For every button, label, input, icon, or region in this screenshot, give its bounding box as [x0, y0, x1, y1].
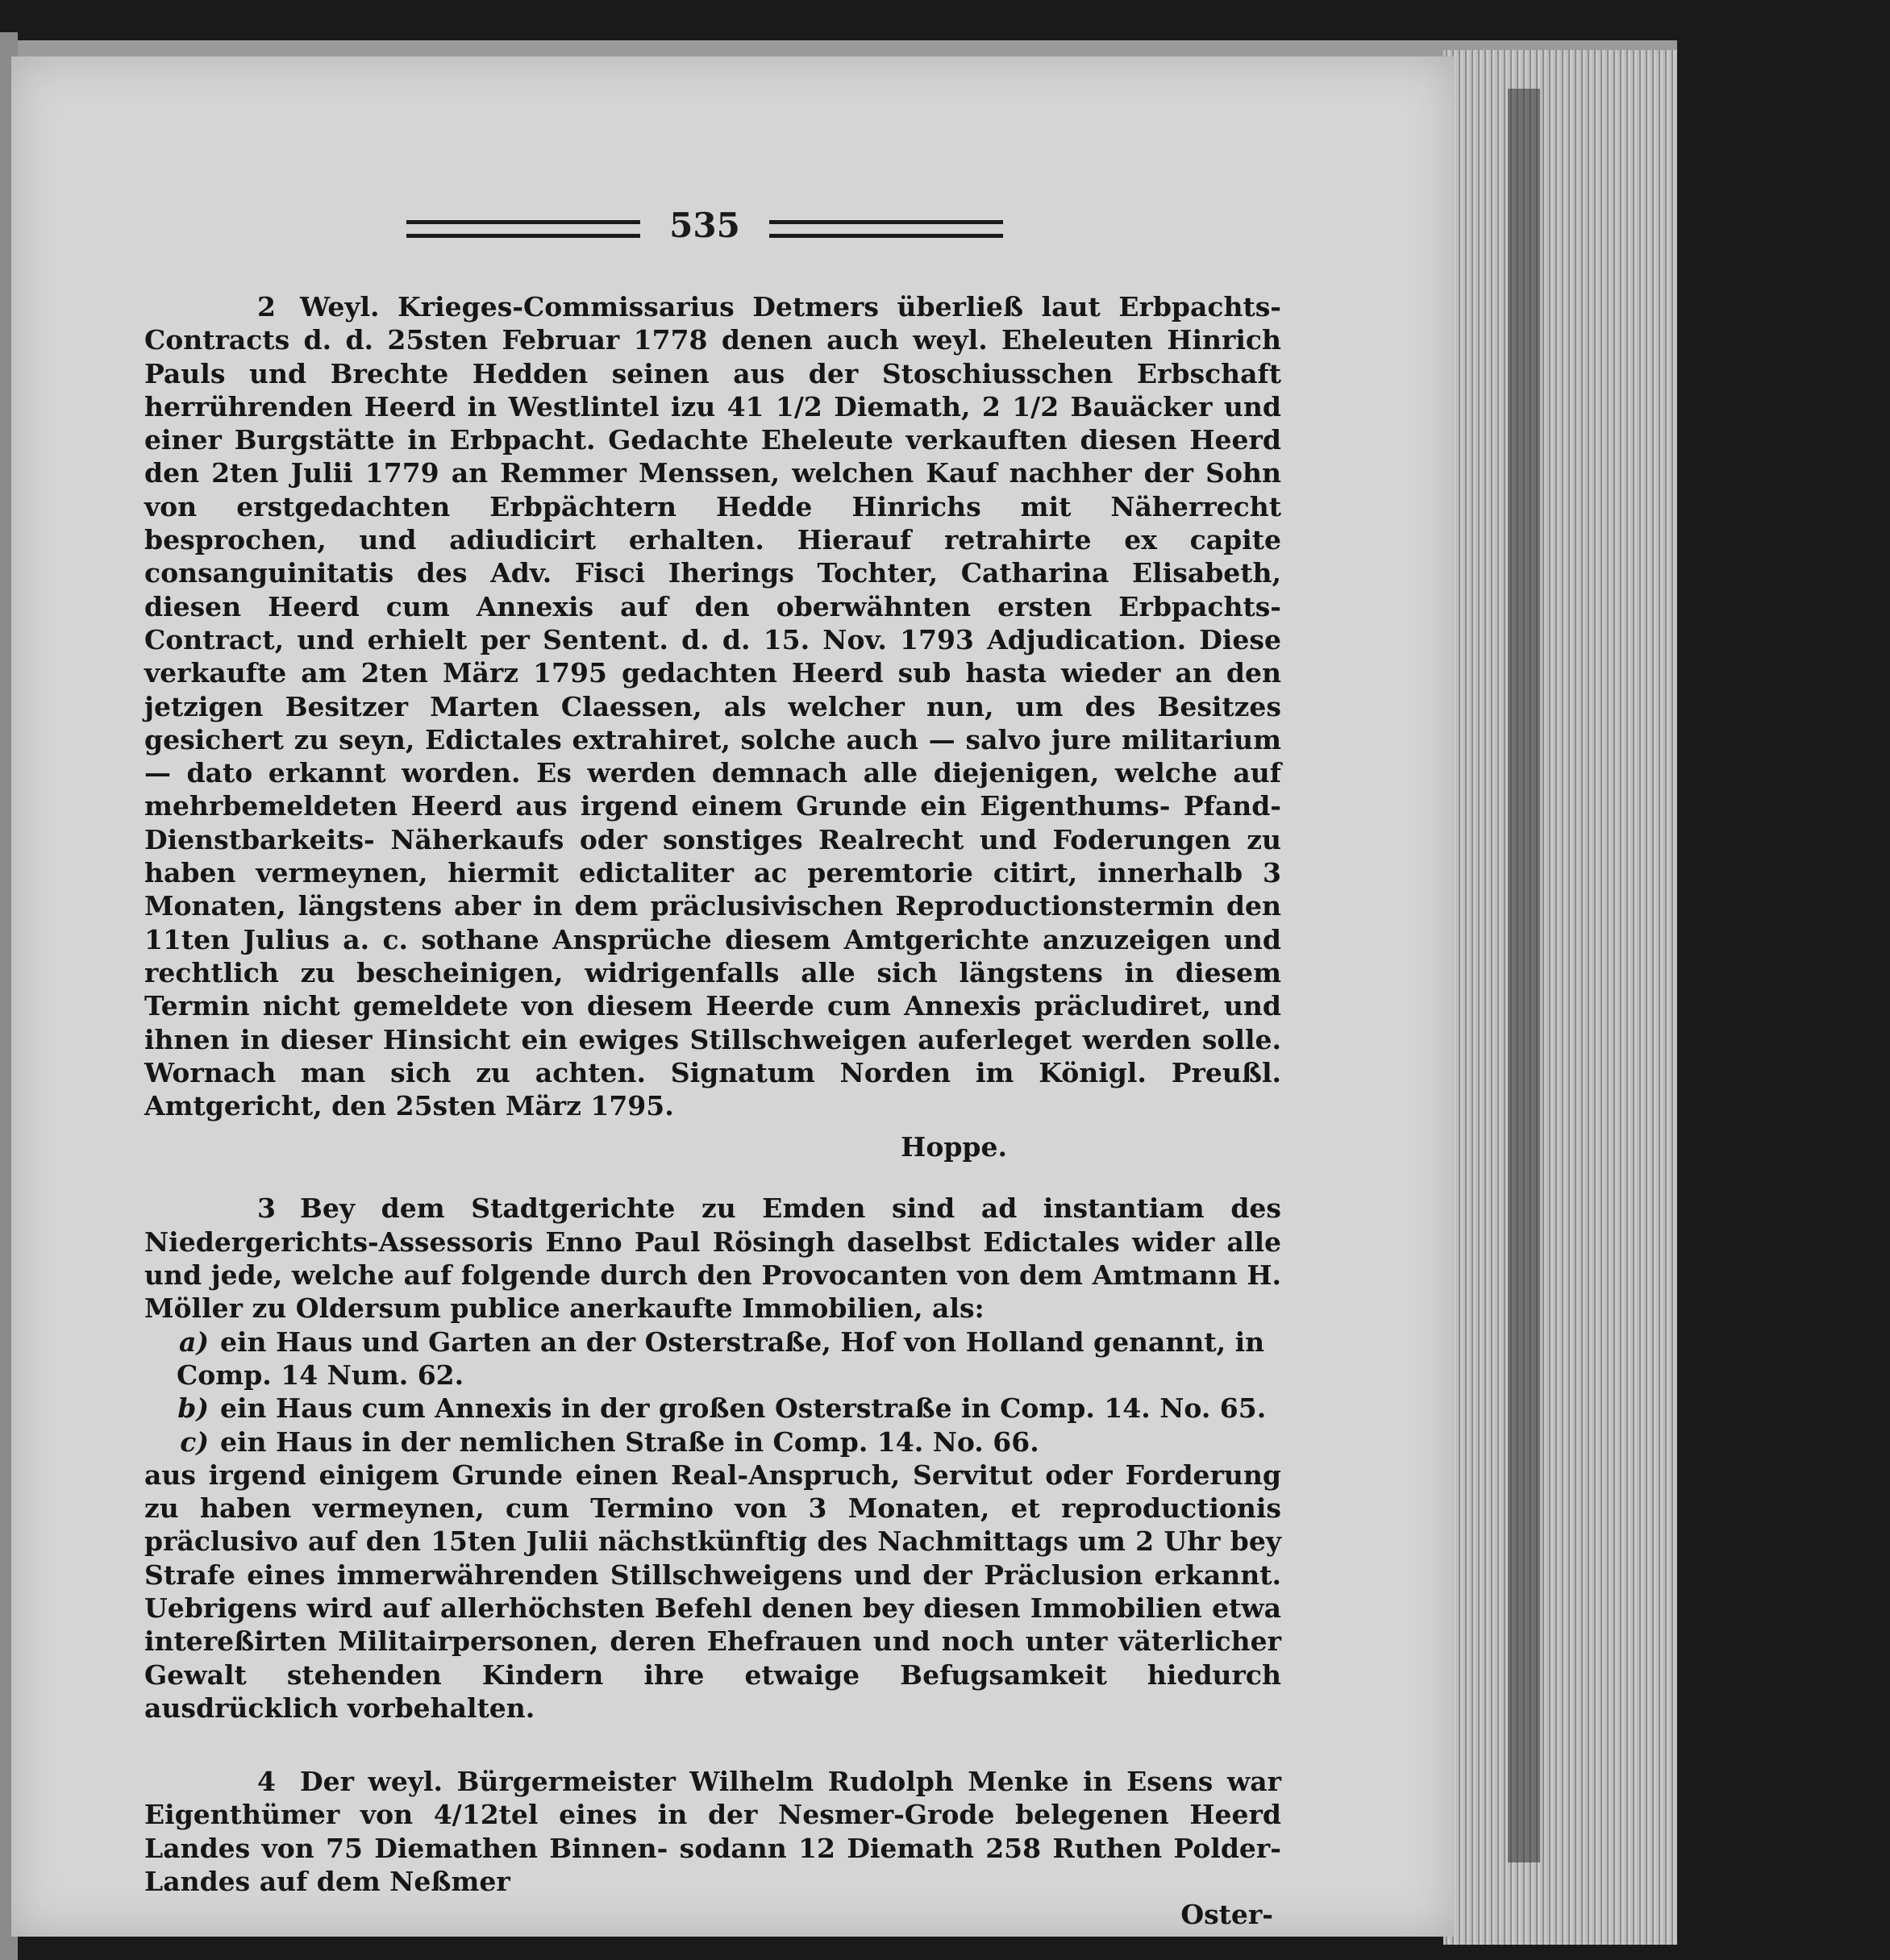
page-body [144, 290, 1281, 1931]
entry-2 [144, 290, 1281, 1122]
list-item-label: a) [179, 1325, 209, 1358]
list-item [144, 1392, 1281, 1425]
header-rule-right [769, 220, 1003, 238]
entry-3-continuation: aus irgend einigem Grunde einen Real-Anspruch, Servitut oder Forderung zu haben vermeynen, cum Termino von 3 Monaten, et reproductionis präclusivo auf den 15ten Julii nächstkünftig des Nachmittags um 2 Uhr bey Strafe eines immerwährenden Stillschweigens und der Präclusion erkannt. Uebrigens wird auf allerhöchsten Befehl denen bey diesen Immobilien etwa intereßirten Militairpersonen, deren Ehefrauen und noch unter väterlicher Gewalt stehenden Kindern ihre etwaige Befugsamkeit hiedurch ausdrücklich vorbehalten. [144, 1459, 1281, 1724]
entry-4 [144, 1765, 1281, 1898]
header-rule-left [406, 220, 640, 238]
entry-number: 4 [257, 1766, 276, 1798]
list-item-label: b) [177, 1392, 209, 1425]
entry-number: 3 [257, 1192, 276, 1225]
page-header [398, 206, 1011, 254]
book-page [11, 56, 1455, 1937]
list-item-text: ein Haus in der nemlichen Straße in Comp. 14. No. 66. [220, 1425, 1039, 1458]
list-item-text: ein Haus cum Annexis in der großen Osterstraße in Comp. 14. No. 65. [220, 1392, 1267, 1425]
catchword: Oster- [1180, 1899, 1273, 1931]
entry-text: Weyl. Krieges-Commissarius Detmers überließ laut Erbpachts-Contracts d. d. 25sten Februar 1778 denen auch weyl. Eheleuten Hinrich Pauls und Brechte Hedden seinen aus der Stoschiusschen Erbschaft herrührenden Heerd in Westlintel izu 41 1/2 Diemath, 2 1/2 Bauäcker und einer Burgstätte in Erbpacht. Gedachte Eheleute verkauften diesen Heerd den 2ten Julii 1779 an Remmer Menssen, welchen Kauf nachher der Sohn von erstgedachten Erbpächtern Hedde Hinrichs mit Näherrecht besprochen, und adiudicirt erhalten. Hierauf retrahirte ex capite consanguinitatis des Adv. Fisci Iherings Tochter, Catharina Elisabeth, diesen Heerd cum Annexis auf den oberwähnten ersten Erbpachts-Contract, und erhielt per Sentent. d. d. 15. Nov. 1793 Adjudication. Diese verkaufte am 2ten März 1795 gedachten Heerd sub hasta wieder an den jetzigen Besitzer Marten Claessen, als welcher nun, um des Besitzes gesichert zu seyn, Edictales extrahiret, solche auch — salvo jure militarium — dato erkannt worden. Es werden demnach alle diejenigen, welche auf mehrbemeldeten Heerd aus irgend einem Grunde ein Eigenthums- Pfand- Dienstbarkeits- Näherkaufs oder sonstiges Realrecht und Foderungen zu haben vermeynen, hiermit edictaliter ac peremtorie citirt, innerhalb 3 Monaten, längstens aber in dem präclusivischen Reproductionstermin den 11ten Julius a. c. sothane Ansprüche diesem Amtgerichte anzuzeigen und rechtlich zu bescheinigen, widrigenfalls alle sich längstens in diesem Termin nicht gemeldete von diesem Heerde cum Annexis präcludiret, und ihnen in dieser Hinsicht ein ewiges Stillschweigen auferleget werden solle. Wornach man sich zu achten. Signatum Norden im Königl. Preußl. Amtgericht, den 25sten März 1795. [144, 291, 1281, 1122]
list-item [144, 1325, 1281, 1392]
page-number: 535 [669, 206, 740, 245]
entry-text: Bey dem Stadtgerichte zu Emden sind ad instantiam des Niedergerichts-Assessoris Enno Paul Rösingh daselbst Edictales wider alle und jede, welche auf folgende durch den Provocanten von dem Amtmann H. Möller zu Oldersum publice anerkaufte Immobilien, als: [144, 1192, 1281, 1325]
list-item-label: c) [180, 1425, 209, 1458]
list-item-text: ein Haus und Garten an der Osterstraße, Hof von Holland genannt, in Comp. 14 Num. 62. [177, 1325, 1265, 1391]
list-item [144, 1425, 1281, 1459]
entry-number: 2 [257, 291, 276, 323]
entry-3 [144, 1192, 1281, 1325]
entry-text: Der weyl. Bürgermeister Wilhelm Rudolph Menke in Esens war Eigenthümer von 4/12tel eines in der Nesmer-Grode belegenen Heerd Landes von 75 Diemathen Binnen- sodann 12 Diemath 258 Ruthen Polder-Landes auf dem Neßmer [144, 1766, 1281, 1898]
entry-signature: Hoppe. [901, 1131, 1007, 1163]
book-page-edges-shadow [1508, 89, 1540, 1862]
book-page-edges [1443, 50, 1677, 1945]
book-cover-top-edge [0, 40, 1677, 58]
